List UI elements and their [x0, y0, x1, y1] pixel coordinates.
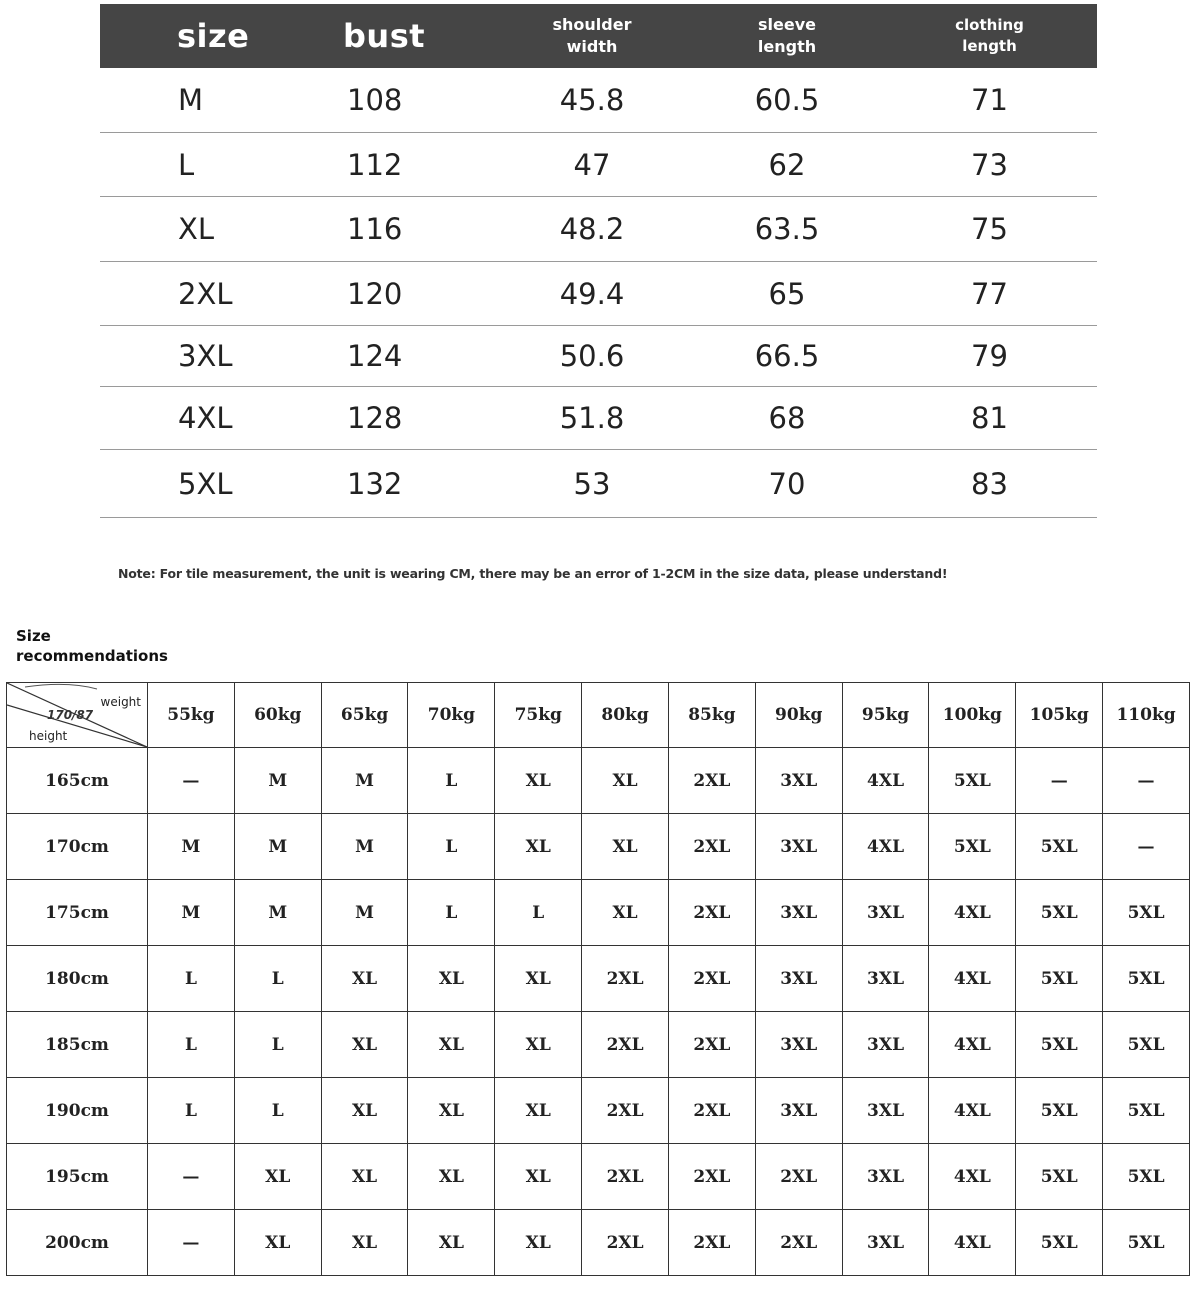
recommended-size-cell: M: [234, 880, 321, 946]
cell-bust: 124: [347, 339, 403, 373]
recommended-size-cell: 3XL: [842, 880, 929, 946]
recommended-size-cell: 2XL: [755, 1144, 842, 1210]
recommended-size-cell: 4XL: [929, 1012, 1016, 1078]
recommended-size-cell: M: [321, 814, 408, 880]
height-cell: 195cm: [7, 1144, 148, 1210]
recommended-size-cell: 2XL: [755, 1210, 842, 1276]
size-chart: [100, 4, 1097, 518]
recommended-size-cell: 2XL: [668, 946, 755, 1012]
height-cell: 175cm: [7, 880, 148, 946]
recommended-size-cell: —: [1103, 814, 1190, 880]
recommended-size-cell: XL: [582, 880, 669, 946]
cell-shoulder-width: 51.8: [559, 401, 625, 435]
cell-sleeve-length: 70: [768, 466, 806, 501]
recommended-size-cell: 5XL: [1016, 1210, 1103, 1276]
recommended-size-cell: 2XL: [582, 1144, 669, 1210]
recommended-size-cell: 4XL: [929, 946, 1016, 1012]
cell-sleeve-length: 60.5: [754, 83, 820, 117]
recommended-size-cell: 3XL: [755, 1012, 842, 1078]
cell-sleeve-length: 66.5: [754, 339, 820, 373]
recommended-size-cell: M: [148, 880, 235, 946]
recommended-size-cell: M: [234, 814, 321, 880]
recommended-size-cell: XL: [495, 946, 582, 1012]
recommended-size-cell: 3XL: [842, 946, 929, 1012]
recommended-size-cell: 2XL: [582, 1012, 669, 1078]
recommended-size-cell: L: [148, 1012, 235, 1078]
cell-bust: 112: [347, 147, 403, 182]
recommended-size-cell: XL: [321, 1012, 408, 1078]
recommended-size-cell: 4XL: [842, 814, 929, 880]
cell-size: 3XL: [178, 339, 233, 373]
size-chart-row: [100, 326, 1097, 387]
recommended-size-cell: 5XL: [1016, 946, 1103, 1012]
recommended-size-cell: 3XL: [755, 1078, 842, 1144]
recommended-size-cell: 2XL: [668, 748, 755, 814]
height-cell: 190cm: [7, 1078, 148, 1144]
header-size: size: [177, 17, 250, 55]
weight-header: 60kg: [234, 683, 321, 748]
recommended-size-cell: 5XL: [1016, 1012, 1103, 1078]
cell-size: M: [178, 83, 204, 117]
recommended-size-cell: 3XL: [755, 946, 842, 1012]
cell-bust: 132: [347, 466, 403, 501]
recommended-size-cell: 4XL: [929, 880, 1016, 946]
size-chart-row: [100, 133, 1097, 197]
cell-shoulder-width: 45.8: [559, 83, 625, 117]
weight-header: 110kg: [1103, 683, 1190, 748]
size-chart-header: [100, 4, 1097, 68]
recommended-size-cell: 2XL: [668, 1144, 755, 1210]
recommended-size-cell: XL: [321, 946, 408, 1012]
height-cell: 170cm: [7, 814, 148, 880]
recommended-size-cell: M: [234, 748, 321, 814]
recommended-size-cell: XL: [408, 1144, 495, 1210]
recommended-size-cell: L: [234, 1012, 321, 1078]
cell-shoulder-width: 49.4: [559, 276, 625, 311]
recommended-size-cell: 5XL: [1103, 1078, 1190, 1144]
weight-header: 105kg: [1016, 683, 1103, 748]
recommended-size-cell: M: [321, 748, 408, 814]
recommended-size-cell: 5XL: [1103, 880, 1190, 946]
cell-size: XL: [178, 212, 215, 246]
recommended-size-cell: XL: [495, 814, 582, 880]
cell-clothing-length: 81: [971, 401, 1008, 435]
recommended-size-cell: —: [148, 748, 235, 814]
height-row: [7, 814, 1190, 880]
cell-bust: 120: [347, 276, 403, 311]
weight-header: 75kg: [495, 683, 582, 748]
recommended-size-cell: —: [1103, 748, 1190, 814]
height-cell: 185cm: [7, 1012, 148, 1078]
height-cell: 200cm: [7, 1210, 148, 1276]
header-sleeve-length: sleeve length: [757, 15, 817, 56]
recommended-size-cell: M: [148, 814, 235, 880]
recommended-size-cell: 5XL: [1016, 880, 1103, 946]
recommended-size-cell: L: [148, 946, 235, 1012]
recommended-size-cell: 4XL: [842, 748, 929, 814]
recommended-size-cell: 3XL: [755, 880, 842, 946]
size-chart-row: [100, 262, 1097, 326]
recommended-size-cell: 2XL: [668, 1012, 755, 1078]
weight-header: 95kg: [842, 683, 929, 748]
height-row: [7, 1012, 1190, 1078]
recommended-size-cell: XL: [321, 1078, 408, 1144]
weight-header: 70kg: [408, 683, 495, 748]
cell-size: 5XL: [178, 466, 233, 501]
cell-sleeve-length: 65: [768, 276, 806, 311]
header-bust: bust: [343, 17, 426, 55]
recommended-size-cell: 5XL: [1103, 1144, 1190, 1210]
recommended-size-cell: —: [148, 1210, 235, 1276]
corner-cell: [7, 683, 148, 748]
height-label: height: [29, 729, 68, 743]
height-row: [7, 1210, 1190, 1276]
recommended-size-cell: L: [148, 1078, 235, 1144]
recommended-size-cell: 5XL: [1103, 1012, 1190, 1078]
recommended-size-cell: XL: [234, 1210, 321, 1276]
cell-sleeve-length: 68: [768, 401, 806, 435]
recommended-size-cell: L: [495, 880, 582, 946]
recommended-size-cell: XL: [495, 748, 582, 814]
measurement-note: Note: For tile measurement, the unit is wearing CM, there may be an error of 1-2CM in the size data, please understand!: [118, 566, 948, 581]
header-clothing-length: clothing length: [955, 16, 1024, 55]
recommended-size-cell: 3XL: [842, 1078, 929, 1144]
recommended-size-cell: 5XL: [929, 814, 1016, 880]
recommended-size-cell: 4XL: [929, 1144, 1016, 1210]
recommended-size-cell: XL: [495, 1078, 582, 1144]
recommended-size-cell: 2XL: [668, 1078, 755, 1144]
recommended-size-cell: 2XL: [582, 1210, 669, 1276]
recommended-size-cell: L: [408, 814, 495, 880]
cell-shoulder-width: 47: [573, 147, 611, 182]
recommended-size-cell: XL: [408, 1210, 495, 1276]
cell-shoulder-width: 50.6: [559, 339, 625, 373]
recommendation-rows: [7, 748, 1190, 1276]
size-chart-body: [100, 68, 1097, 518]
recommended-size-cell: —: [1016, 748, 1103, 814]
recommended-size-cell: 5XL: [1016, 1078, 1103, 1144]
cell-size: L: [178, 147, 195, 182]
recommended-size-cell: M: [321, 880, 408, 946]
recommended-size-cell: XL: [582, 814, 669, 880]
cell-sleeve-length: 63.5: [754, 212, 820, 246]
cell-sleeve-length: 62: [768, 147, 806, 182]
recommended-size-cell: XL: [321, 1144, 408, 1210]
recommended-size-cell: XL: [408, 1012, 495, 1078]
recommended-size-cell: 2XL: [668, 1210, 755, 1276]
size-chart-row: [100, 197, 1097, 262]
weight-header: 65kg: [321, 683, 408, 748]
cell-clothing-length: 75: [971, 212, 1008, 246]
height-row: [7, 880, 1190, 946]
size-chart-row: [100, 387, 1097, 450]
height-row: [7, 946, 1190, 1012]
recommended-size-cell: 5XL: [1016, 1144, 1103, 1210]
height-cell: 165cm: [7, 748, 148, 814]
recommended-size-cell: 4XL: [929, 1210, 1016, 1276]
recommended-size-cell: 2XL: [582, 1078, 669, 1144]
weight-header: 90kg: [755, 683, 842, 748]
recommended-size-cell: 2XL: [668, 880, 755, 946]
cell-bust: 116: [347, 212, 403, 246]
weight-header-row: [7, 683, 1190, 748]
recommended-size-cell: —: [148, 1144, 235, 1210]
cell-clothing-length: 79: [971, 339, 1008, 373]
recommended-size-cell: 5XL: [929, 748, 1016, 814]
header-shoulder-width: shoulder width: [552, 15, 632, 56]
weight-header: 80kg: [582, 683, 669, 748]
cell-bust: 128: [347, 401, 403, 435]
recommended-size-cell: L: [234, 946, 321, 1012]
recommended-size-cell: XL: [408, 1078, 495, 1144]
recommended-size-cell: 4XL: [929, 1078, 1016, 1144]
cell-clothing-length: 77: [971, 276, 1008, 311]
cell-clothing-length: 71: [971, 83, 1008, 117]
weight-header: 55kg: [148, 683, 235, 748]
recommended-size-cell: L: [234, 1078, 321, 1144]
recommended-size-cell: L: [408, 880, 495, 946]
recommended-size-cell: XL: [495, 1144, 582, 1210]
cell-shoulder-width: 48.2: [559, 212, 625, 246]
recommended-size-cell: XL: [495, 1012, 582, 1078]
height-row: [7, 1144, 1190, 1210]
recommended-size-cell: 5XL: [1103, 1210, 1190, 1276]
cell-clothing-length: 83: [971, 466, 1008, 501]
recommended-size-cell: XL: [234, 1144, 321, 1210]
cell-clothing-length: 73: [971, 147, 1008, 182]
recommended-size-cell: 2XL: [668, 814, 755, 880]
recommendations-title: Size recommendations: [16, 627, 168, 665]
height-row: [7, 748, 1190, 814]
height-row: [7, 1078, 1190, 1144]
weight-label: weight: [100, 695, 141, 709]
recommended-size-cell: XL: [495, 1210, 582, 1276]
cell-size: 4XL: [178, 401, 233, 435]
smudged-label: 170/87: [47, 708, 94, 722]
recommended-size-cell: 3XL: [755, 814, 842, 880]
recommended-size-cell: 3XL: [842, 1012, 929, 1078]
height-cell: 180cm: [7, 946, 148, 1012]
weight-header: 100kg: [929, 683, 1016, 748]
cell-bust: 108: [347, 83, 403, 117]
recommended-size-cell: 2XL: [582, 946, 669, 1012]
recommended-size-cell: XL: [582, 748, 669, 814]
size-recommendation-table: [6, 682, 1190, 1276]
recommended-size-cell: XL: [408, 946, 495, 1012]
weight-header: 85kg: [668, 683, 755, 748]
size-chart-row: [100, 450, 1097, 518]
recommended-size-cell: L: [408, 748, 495, 814]
size-chart-row: [100, 68, 1097, 133]
recommended-size-cell: 3XL: [755, 748, 842, 814]
recommended-size-cell: 3XL: [842, 1210, 929, 1276]
recommended-size-cell: 5XL: [1016, 814, 1103, 880]
recommended-size-cell: 5XL: [1103, 946, 1190, 1012]
recommended-size-cell: 3XL: [842, 1144, 929, 1210]
cell-shoulder-width: 53: [573, 466, 611, 501]
recommended-size-cell: XL: [321, 1210, 408, 1276]
cell-size: 2XL: [178, 276, 233, 311]
